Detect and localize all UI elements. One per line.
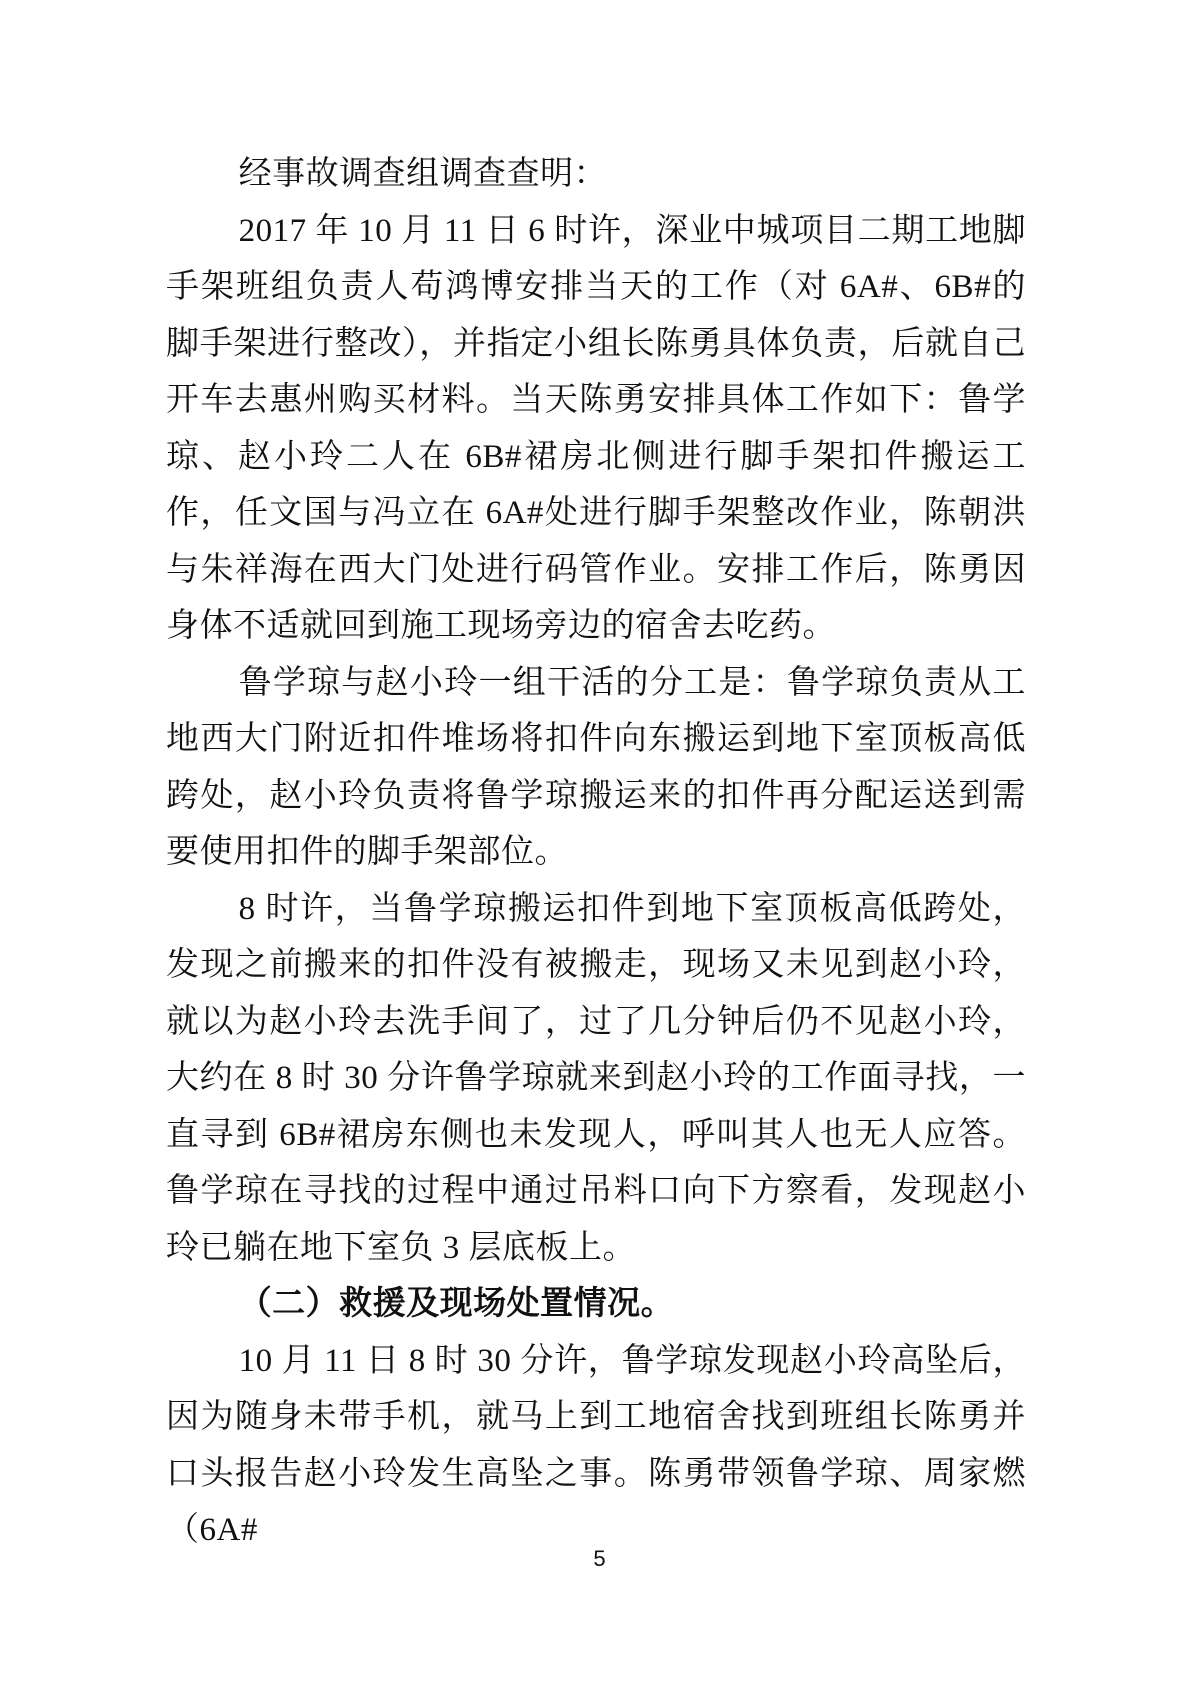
paragraph: 10 月 11 日 8 时 30 分许，鲁学琼发现赵小玲高坠后，因为随身未带手机，就马上到工地宿舍找到班组长陈勇并口头报告赵小玲发生高坠之事。陈勇带领鲁学琼、周家燃（6A# [166,1342,1026,1548]
page-number: 5 [593,1546,606,1571]
paragraph: 2017 年 10 月 11 日 6 时许，深业中城项目二期工地脚手架班组负责人苟鸿博安排当天的工作（对 6A#、6B#的脚手架进行整改），并指定小组长陈勇具体负责，后就自己开车去惠州购买材料。当天陈勇安排具体工作如下：鲁学琼、赵小玲二人在 6B#裙房北侧进行脚手架扣件搬运工作，任文国与冯立在 6A#处进行脚手架整改作业，陈朝洪与朱祥海在西大门处进行码管作业。安排工作后，陈勇因身体不适就回到施工现场旁边的宿舍去吃药。 [166,212,1026,644]
paragraph: 经事故调查组调查查明： [238,156,608,192]
paragraph: 8 时许，当鲁学琼搬运扣件到地下室顶板高低跨处，发现之前搬来的扣件没有被搬走，现场又未见到赵小玲，就以为赵小玲去洗手间了，过了几分钟后仍不见赵小玲，大约在 8 时 30 分许鲁学琼就来到赵小玲的工作面寻找，一直寻到 6B#裙房东侧也未发现人，呼叫其人也无人应答。鲁学琼在寻找的过程中通过吊料口向下方察看，发现赵小玲已躺在地下室负 3 层底板上。 [166,890,1026,1266]
section-heading: （二）救援及现场处置情况。 [238,1286,675,1322]
paragraph: 鲁学琼与赵小玲一组干活的分工是：鲁学琼负责从工地西大门附近扣件堆场将扣件向东搬运到地下室顶板高低跨处，赵小玲负责将鲁学琼搬运来的扣件再分配运送到需要使用扣件的脚手架部位。 [166,664,1026,870]
document-body [166,146,1026,1559]
page-footer [0,1546,1199,1572]
